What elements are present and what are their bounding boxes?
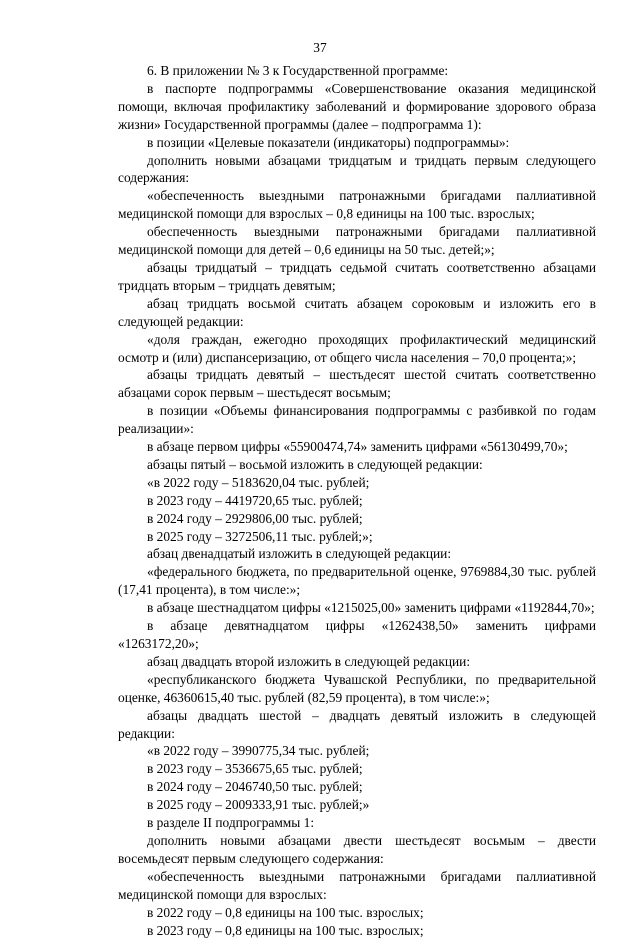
- document-body: [118, 62, 596, 939]
- paragraph: абзац тридцать восьмой считать абзацем сороковым и изложить его в следующей редакции:: [118, 295, 596, 331]
- paragraph: абзацы тридцатый – тридцать седьмой считать соответственно абзацами тридцать вторым – тридцать девятым;: [118, 259, 596, 295]
- paragraph: «республиканского бюджета Чувашской Республики, по предварительной оценке, 46360615,40 тыс. рублей (82,59 процента), в том числе:»;: [118, 671, 596, 707]
- paragraph: абзац двадцать второй изложить в следующей редакции:: [118, 653, 596, 671]
- paragraph: «в 2022 году – 3990775,34 тыс. рублей;: [118, 742, 596, 760]
- paragraph: в 2025 году – 3272506,11 тыс. рублей;»;: [118, 528, 596, 546]
- paragraph: «обеспеченность выездными патронажными бригадами паллиативной медицинской помощи для взрослых – 0,8 единицы на 100 тыс. взрослых;: [118, 187, 596, 223]
- paragraph: «в 2022 году – 5183620,04 тыс. рублей;: [118, 474, 596, 492]
- paragraph: в позиции «Объемы финансирования подпрограммы с разбивкой по годам реализации»:: [118, 402, 596, 438]
- paragraph: в 2022 году – 0,8 единицы на 100 тыс. взрослых;: [118, 904, 596, 922]
- paragraph: в 2023 году – 3536675,65 тыс. рублей;: [118, 760, 596, 778]
- paragraph: дополнить новыми абзацами тридцатым и тридцать первым следующего содержания:: [118, 152, 596, 188]
- paragraph: «доля граждан, ежегодно проходящих профилактический медицинский осмотр и (или) диспансеризацию, от общего числа населения – 70,0 процента;»;: [118, 331, 596, 367]
- paragraph: абзацы двадцать шестой – двадцать девятый изложить в следующей редакции:: [118, 707, 596, 743]
- paragraph: абзацы пятый – восьмой изложить в следующей редакции:: [118, 456, 596, 474]
- paragraph: в 2024 году – 2929806,00 тыс. рублей;: [118, 510, 596, 528]
- paragraph: в разделе II подпрограммы 1:: [118, 814, 596, 832]
- paragraph: абзац двенадцатый изложить в следующей редакции:: [118, 545, 596, 563]
- paragraph: в абзаце первом цифры «55900474,74» заменить цифрами «56130499,70»;: [118, 438, 596, 456]
- paragraph: в 2023 году – 4419720,65 тыс. рублей;: [118, 492, 596, 510]
- paragraph: в паспорте подпрограммы «Совершенствование оказания медицинской помощи, включая профилактику заболеваний и формирование здорового образа жизни» Государственной программы (далее – подпрограмма 1):: [118, 80, 596, 134]
- paragraph: в абзаце девятнадцатом цифры «1262438,50» заменить цифрами «1263172,20»;: [118, 617, 596, 653]
- paragraph: в 2025 году – 2009333,91 тыс. рублей;»: [118, 796, 596, 814]
- paragraph: абзацы тридцать девятый – шестьдесят шестой считать соответственно абзацами сорок первым – шестьдесят восьмым;: [118, 366, 596, 402]
- page-number: 37: [0, 39, 640, 57]
- paragraph: в абзаце шестнадцатом цифры «1215025,00» заменить цифрами «1192844,70»;: [118, 599, 596, 617]
- paragraph: в 2024 году – 2046740,50 тыс. рублей;: [118, 778, 596, 796]
- paragraph: 6. В приложении № 3 к Государственной программе:: [118, 62, 596, 80]
- paragraph: дополнить новыми абзацами двести шестьдесят восьмым – двести восемьдесят первым следующего содержания:: [118, 832, 596, 868]
- paragraph: в 2023 году – 0,8 единицы на 100 тыс. взрослых;: [118, 922, 596, 939]
- paragraph: «обеспеченность выездными патронажными бригадами паллиативной медицинской помощи для взрослых:: [118, 868, 596, 904]
- paragraph: «федерального бюджета, по предварительной оценке, 9769884,30 тыс. рублей (17,41 процента), в том числе:»;: [118, 563, 596, 599]
- paragraph: в позиции «Целевые показатели (индикаторы) подпрограммы»:: [118, 134, 596, 152]
- paragraph: обеспеченность выездными патронажными бригадами паллиативной медицинской помощи для детей – 0,6 единицы на 50 тыс. детей;»;: [118, 223, 596, 259]
